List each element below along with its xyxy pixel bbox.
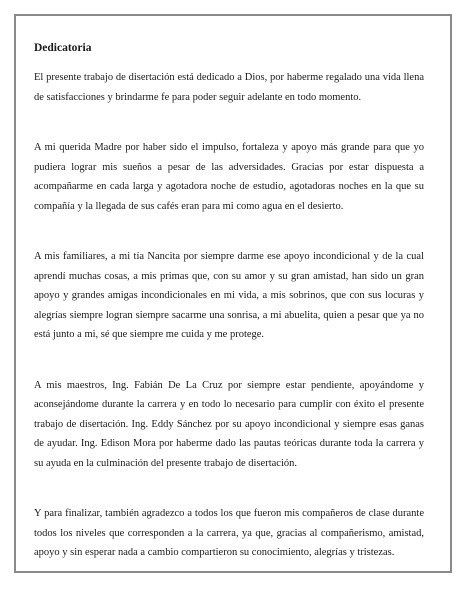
paragraph-intro: El presente trabajo de disertación está dedicado a Dios, por haberme regalado una vida llena de satisfacciones y brindarme fe para poder seguir adelante en todo momento.: [34, 72, 424, 103]
document-body: [34, 40, 424, 594]
paragraph-classmates: Y para finalizar, también agradezco a todos los que fueron mis compañeros de clase durante todos los niveles que corresponden a la carrera, ya que, gracias al compañerismo, amistad, apoyo y sin esperar nada a cambio compartieron su conocimiento, alegrías y tristezas.: [34, 508, 424, 558]
paragraph-teachers: A mis maestros, Ing. Fabián De La Cruz por siempre estar pendiente, apoyándome y aconsejándome durante la carrera y en todo lo necesario para cumplir con éxito el presente trabajo de disertación. Ing. Eddy Sánchez por su apoyo incondicional y siempre esas ganas de ayudar. Ing. Edison Mora por haberme dado las pautas teóricas durante toda la carrera y su ayuda en la culminación del presente trabajo de disertación.: [34, 379, 424, 469]
paragraph-mother: A mi querida Madre por haber sido el impulso, fortaleza y apoyo más grande para que yo pudiera lograr mis sueños a pesar de las adversidades. Gracias por estar dispuesta a acompañarme en cada larga y agotadora noche de estudio, agotadoras noches en la que su compañía y la llegada de sus cafés eran para mi como agua en el desierto.: [34, 142, 424, 212]
paragraph-family: A mis familiares, a mi tía Nancita por siempre darme ese apoyo incondicional y de la cual aprendí muchas cosas, a mis primas que, con su amor y su gran amistad, han sido un gran apoyo y grandes amigas incondicionales en mi vida, a mis sobrinos, que con sus locuras y alegrías siempre logran siempre sacarme una sonrisa, a mi abuelita, quien a pesar que ya no está junto a mi, sé que siempre me cuida y me protege.: [34, 251, 424, 340]
page-title: Dedicatoria: [34, 42, 92, 54]
